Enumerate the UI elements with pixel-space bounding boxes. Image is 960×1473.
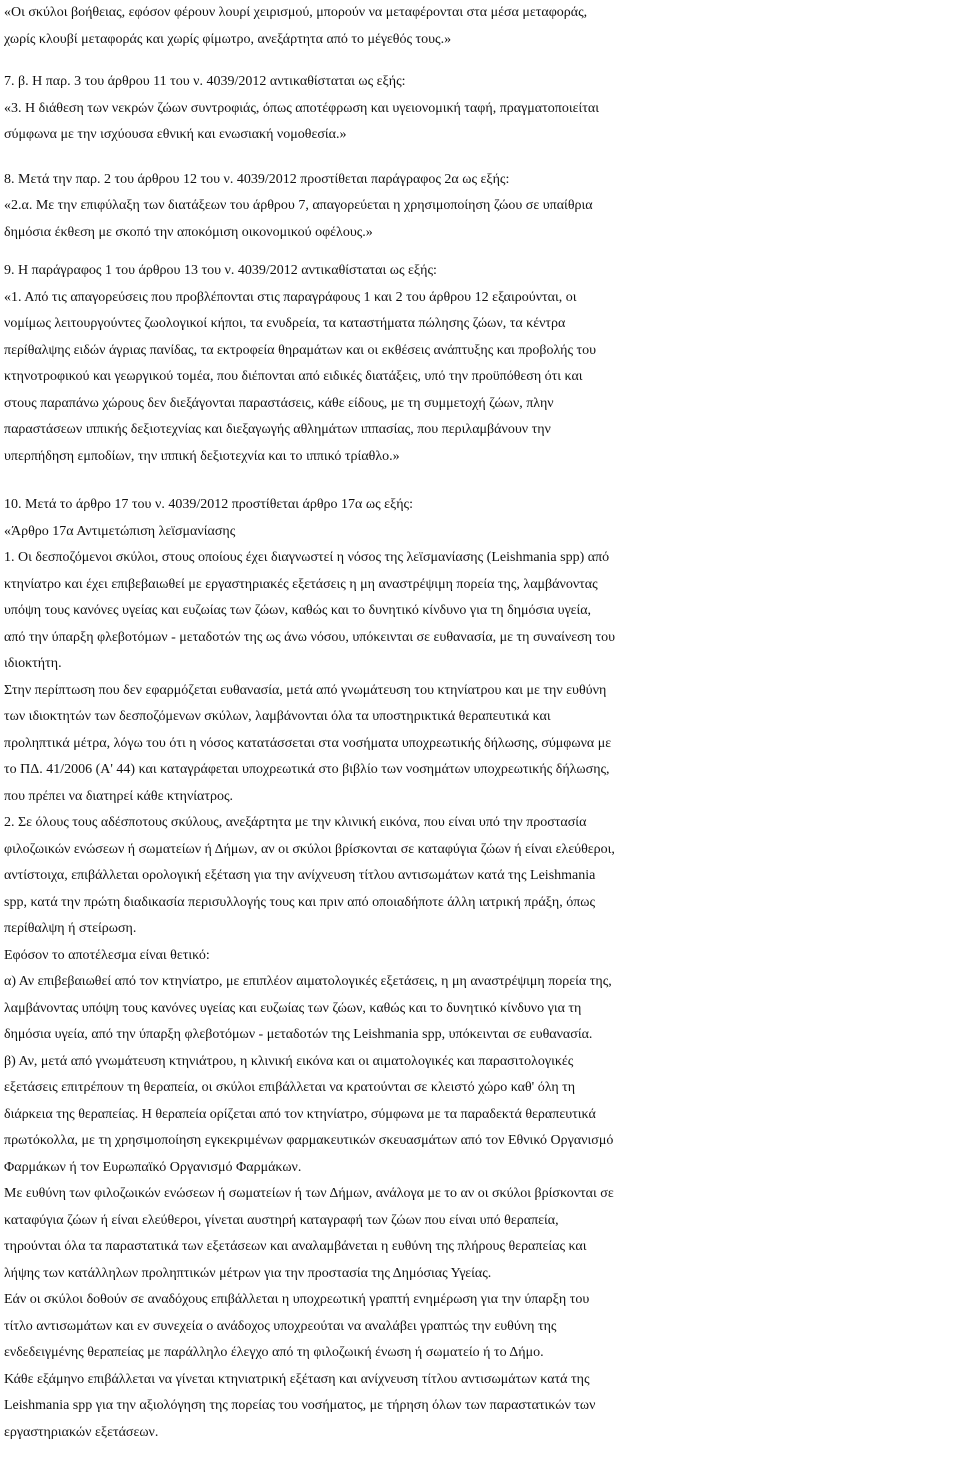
text-line: υπερπήδηση εμποδίων, την ιππική δεξιοτεχνία και το ιππικό τρίαθλο.» xyxy=(4,448,400,464)
text-line: 8. Μετά την παρ. 2 του άρθρου 12 του ν. 4039/2012 προστίθεται παράγραφος 2α ως εξής: xyxy=(4,171,510,187)
text-line: τηρούνται όλα τα παραστατικά των εξετάσεων και αναλαμβάνεται η ευθύνη της πλήρους θεραπείας και xyxy=(4,1239,587,1254)
paragraph-item-7b xyxy=(4,69,954,149)
text-line: περίθαλψη ή στείρωση. xyxy=(4,921,137,936)
text-line: εξετάσεις επιτρέπουν τη θεραπεία, οι σκύλοι επιβάλλεται να κρατούνται σε κλειστό χώρο καθ' όλη τη xyxy=(4,1080,576,1095)
text-line: χωρίς κλουβί μεταφοράς και χωρίς φίμωτρο, ανεξάρτητα από το μέγεθός τους.» xyxy=(4,31,452,47)
text-line: πρωτόκολλα, με τη χρησιμοποίηση εγκεκριμένων φαρμακευτικών σκευασμάτων από τον Εθνικό Οργανισμό xyxy=(4,1133,614,1148)
text-line: 7. β. Η παρ. 3 του άρθρου 11 του ν. 4039/2012 αντικαθίσταται ως εξής: xyxy=(4,74,406,89)
text-line: λαμβάνοντας υπόψη τους κανόνες υγείας και ευζωίας των ζώων, καθώς και το δυνητικό κίνδυνο για τη xyxy=(4,1000,582,1016)
text-line xyxy=(4,1446,954,1473)
text-line: «1. Από τις απαγορεύσεις που προβλέπονται στις παραγράφους 1 και 2 του άρθρου 12 εξαιρούνται, οι xyxy=(4,289,577,305)
text-line: κτηνοτροφικού και γεωργικού τομέα, που διέπονται από ειδικές διατάξεις, υπό την προϋπόθεση ότι και xyxy=(4,369,583,384)
text-line: λήψης των κατάλληλων προληπτικών μέτρων για την προστασία της Δημόσιας Υγείας. xyxy=(4,1265,492,1281)
text-line: «3. Η διάθεση των νεκρών ζώων συντροφιάς, όπως αποτέφρωση και υγειονομική ταφή, πραγματοποιείται xyxy=(4,100,599,116)
paragraph-item-10 xyxy=(4,492,954,1473)
text-line: που πρέπει να διατηρεί κάθε κτηνίατρος. xyxy=(4,788,234,804)
text-line: Στην περίπτωση που δεν εφαρμόζεται ευθανασία, μετά από γνωμάτευση του κτηνίατρου και με την ευθύνη xyxy=(4,682,607,698)
text-line: ενδεδειγμένης θεραπείας με παράλληλο έλεγχο από τη φιλοζωική ένωση ή σωματείο ή το Δήμο. xyxy=(4,1345,544,1360)
text-line: νομίμως λειτουργούντες ζωολογικοί κήποι, τα ενυδρεία, τα καταστήματα πώλησης ζώων, τα κέντρα xyxy=(4,316,566,331)
text-line: δημόσια υγεία, από την ύπαρξη φλεβοτόμων - μεταδοτών της Leishmania spp, υπόκεινται σε ευθανασία. xyxy=(4,1027,593,1042)
text-line: 9. Η παράγραφος 1 του άρθρου 13 του ν. 4039/2012 αντικαθίσταται ως εξής: xyxy=(4,263,437,278)
text-line: «Οι σκύλοι βοήθειας, εφόσον φέρουν λουρί χειρισμού, μπορούν να μεταφέρονται στα μέσα μεταφοράς, xyxy=(4,5,588,20)
text-line: Κάθε εξάμηνο επιβάλλεται να γίνεται κτηνιατρική εξέταση και ανίχνευση τίτλου αντισωμάτων κατά της xyxy=(4,1371,590,1387)
text-line: σύμφωνα με την ισχύουσα εθνική και ενωσιακή νομοθεσία.» xyxy=(4,127,347,142)
text-line: 10. Μετά το άρθρο 17 του ν. 4039/2012 προστίθεται άρθρο 17α ως εξής: xyxy=(4,497,413,512)
text-line: αντίστοιχα, επιβάλλεται ορολογική εξέταση για την ανίχνευση τίτλου αντισωμάτων κατά της Leishmania xyxy=(4,868,596,883)
text-line: καταφύγια ζώων ή είναι ελεύθεροι, γίνεται αυστηρή καταγραφή των ζώων που είναι υπό θεραπεία, xyxy=(4,1212,559,1228)
text-line: β) Αν, μετά από γνωμάτευση κτηνιάτρου, η κλινική εικόνα και οι αιματολογικές και παρασιτολογικές xyxy=(4,1053,574,1069)
text-line: το ΠΔ. 41/2006 (Α' 44) και καταγράφεται υποχρεωτικά στο βιβλίο των νοσημάτων υποχρεωτικής δήλωσης, xyxy=(4,762,610,777)
text-line: 2. Σε όλους τους αδέσποτους σκύλους, ανεξάρτητα με την κλινική εικόνα, που είναι υπό την προστασία xyxy=(4,815,587,830)
text-line: τίτλο αντισωμάτων και εν συνεχεία ο ανάδοχος υποχρεούται να αναλάβει γραπτώς την ευθύνη της xyxy=(4,1318,557,1334)
text-line: «2.α. Με την επιφύλαξη των διατάξεων του άρθρου 7, απαγορεύεται η χρησιμοποίηση ζώου σε υπαίθρια xyxy=(4,198,593,213)
paragraph-item-8 xyxy=(4,167,954,247)
text-line: ιδιοκτήτη. xyxy=(4,656,62,671)
text-line: 1. Οι δεσποζόμενοι σκύλοι, στους οποίους έχει διαγνωστεί η νόσος της λεϊσμανίασης (Leishmania spp) από xyxy=(4,550,610,565)
text-line: από την ύπαρξη φλεβοτόμων - μεταδοτών της ως άνω νόσου, υπόκεινται σε ευθανασία, με τη συναίνεση του xyxy=(4,629,616,645)
text-line: παραστάσεων ιππικής δεξιοτεχνίας και διεξαγωγής αθλημάτων ιππασίας, που περιλαμβάνουν την xyxy=(4,422,551,437)
text-line: των ιδιοκτητών των δεσποζόμενων σκύλων, λαμβάνονται όλα τα υποστηρικτικά θεραπευτικά και xyxy=(4,709,551,724)
text-line: Εφόσον το αποτέλεσμα είναι θετικό: xyxy=(4,947,210,963)
text-line: εργαστηριακών εξετάσεων. xyxy=(4,1424,159,1440)
text-line: περίθαλψης ειδών άγριας πανίδας, τα εκτροφεία θηραμάτων και οι εκθέσεις ανάπτυξης και προβολής του xyxy=(4,342,597,358)
text-line: α) Αν επιβεβαιωθεί από τον κτηνίατρο, με επιπλέον αιματολογικές εξετάσεις, η μη αναστρέψιμη πορεία της, xyxy=(4,974,612,989)
text-line: Φαρμάκων ή τον Ευρωπαϊκό Οργανισμό Φαρμάκων. xyxy=(4,1159,302,1175)
text-line: spp, κατά την πρώτη διαδικασία περισυλλογής τους και πριν από οποιαδήποτε άλλη ιατρική πράξη, όπως xyxy=(4,894,596,910)
text-line: κτηνίατρο και έχει επιβεβαιωθεί με εργαστηριακές εξετάσεις η μη αναστρέψιμη πορεία της, λαμβάνοντας xyxy=(4,576,598,592)
article-heading: «Άρθρο 17α Αντιμετώπιση λεϊσμανίασης xyxy=(4,523,236,539)
paragraph-item-9 xyxy=(4,258,954,470)
text-line: δημόσια έκθεση με σκοπό την αποκόμιση οικονομικού οφέλους.» xyxy=(4,224,373,240)
text-line: στους παραπάνω χώρους δεν διεξάγονται παραστάσεις, κάθε είδους, με τη συμμετοχή ζώων, πλην xyxy=(4,395,554,411)
paragraph-assistance-dogs xyxy=(4,0,954,53)
text-line: φιλοζωικών ενώσεων ή σωματείων ή Δήμων, αν οι σκύλοι βρίσκονται σε καταφύγια ζώων ή είναι ελεύθεροι, xyxy=(4,841,615,857)
text-line: Leishmania spp για την αξιολόγηση της πορείας του νοσήματος, με τήρηση όλων των παραστατικών των xyxy=(4,1398,596,1413)
text-line: Εάν οι σκύλοι δοθούν σε αναδόχους επιβάλλεται η υποχρεωτική γραπτή ενημέρωση για την ύπαρξη του xyxy=(4,1292,590,1307)
text-line: υπόψη τους κανόνες υγείας και ευζωίας των ζώων, καθώς και το δυνητικό κίνδυνο για τη δημόσια υγεία, xyxy=(4,603,592,618)
text-line: διάρκεια της θεραπείας. Η θεραπεία ορίζεται από τον κτηνίατρο, σύμφωνα με τα παραδεκτά θεραπευτικά xyxy=(4,1106,596,1122)
text-line: προληπτικά μέτρα, λόγω του ότι η νόσος κατατάσσεται στα νοσήματα υποχρεωτικής δήλωσης, σύμφωνα με xyxy=(4,735,612,751)
text-line: Με ευθύνη των φιλοζωικών ενώσεων ή σωματείων ή των Δήμων, ανάλογα με το αν οι σκύλοι βρίσκονται σε xyxy=(4,1186,614,1201)
